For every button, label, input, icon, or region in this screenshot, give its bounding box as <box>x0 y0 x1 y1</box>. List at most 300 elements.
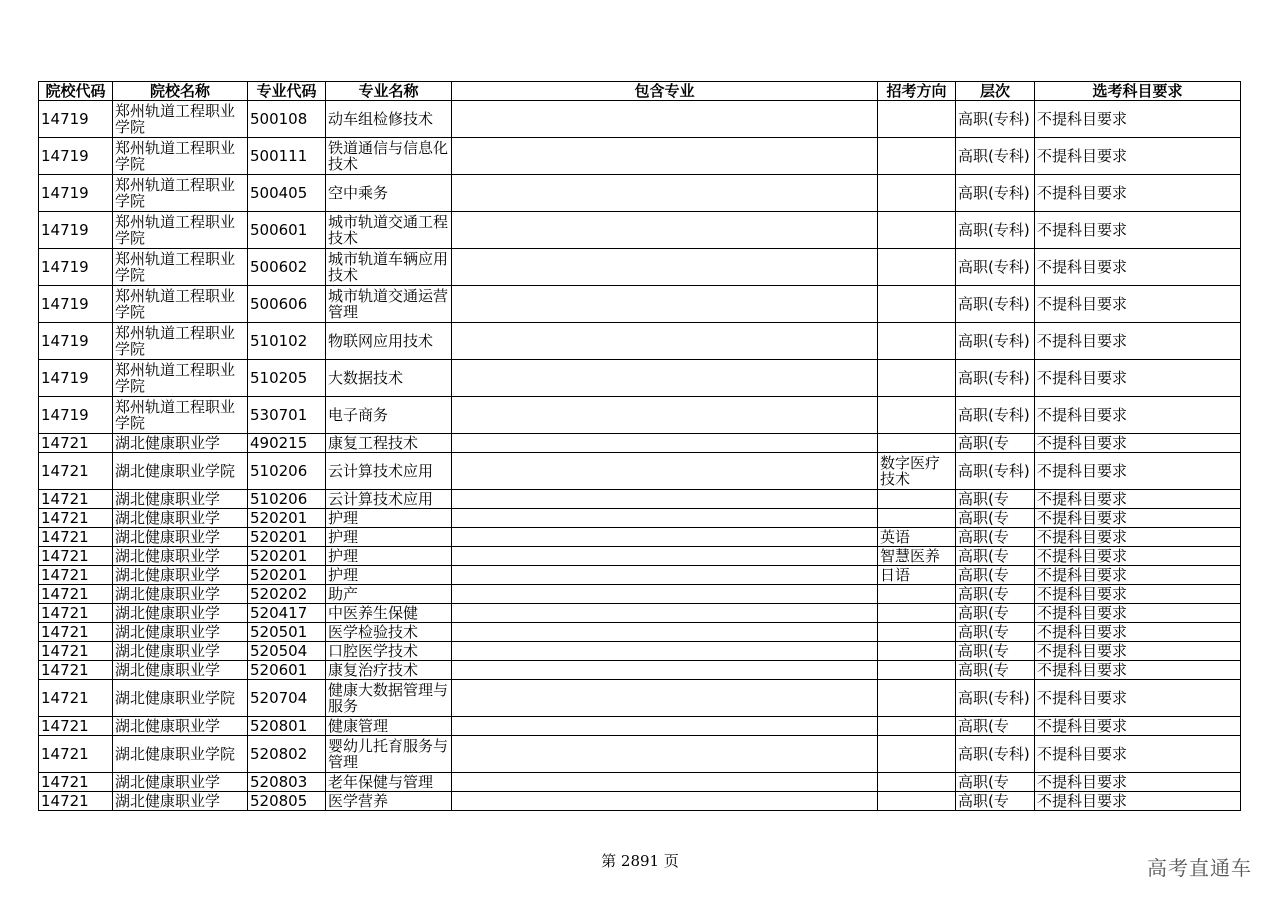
table-row <box>39 547 1241 566</box>
cell-direction-text <box>880 605 953 622</box>
cell-included-majors <box>452 661 878 680</box>
cell-major-code-text: 490215 <box>250 434 308 452</box>
cell-direction <box>878 509 956 528</box>
cell-school-name-text: 湖北健康职业学 <box>115 773 221 791</box>
cell-included-majors <box>452 249 878 286</box>
cell-level-text: 高职(专科) <box>958 463 1030 479</box>
cell-level <box>956 490 1035 509</box>
cell-subject-requirement-text: 不提科目要求 <box>1037 746 1128 762</box>
cell-major-code <box>248 736 326 773</box>
cell-major-code-text: 520504 <box>250 642 308 660</box>
cell-major-code <box>248 680 326 717</box>
cell-major-name-text: 护理 <box>328 509 359 527</box>
table-row <box>39 138 1241 175</box>
cell-major-code-text: 500405 <box>250 185 308 201</box>
cell-level <box>956 434 1035 453</box>
cell-subject-requirement <box>1035 680 1241 717</box>
cell-subject-requirement-text: 不提科目要求 <box>1037 528 1128 546</box>
cell-major-code-text: 520601 <box>250 661 308 679</box>
table-row <box>39 490 1241 509</box>
cell-level <box>956 397 1035 434</box>
cell-major-name-text: 健康管理 <box>328 717 389 735</box>
cell-included-majors-text <box>454 774 875 791</box>
cell-major-name <box>326 736 452 773</box>
cell-level <box>956 360 1035 397</box>
cell-included-majors <box>452 717 878 736</box>
header-included-majors: 包含专业 <box>452 82 878 101</box>
table-row <box>39 434 1241 453</box>
header-level: 层次 <box>956 82 1035 101</box>
cell-included-majors <box>452 773 878 792</box>
cell-level <box>956 175 1035 212</box>
cell-direction-text <box>880 662 953 679</box>
cell-included-majors-text <box>454 548 875 565</box>
cell-school-code <box>39 736 113 773</box>
cell-included-majors <box>452 585 878 604</box>
cell-major-name-text: 城市轨道车辆应用技术 <box>328 251 449 283</box>
cell-school-code-text: 14721 <box>41 623 89 641</box>
table-row <box>39 286 1241 323</box>
cell-subject-requirement-text: 不提科目要求 <box>1037 585 1128 603</box>
cell-direction <box>878 397 956 434</box>
cell-level-text: 高职(专科) <box>958 222 1030 238</box>
cell-direction <box>878 623 956 642</box>
cell-included-majors <box>452 286 878 323</box>
cell-major-code <box>248 490 326 509</box>
cell-level <box>956 323 1035 360</box>
cell-subject-requirement <box>1035 661 1241 680</box>
cell-major-code-text: 520501 <box>250 623 308 641</box>
cell-school-code <box>39 397 113 434</box>
cell-direction <box>878 792 956 811</box>
cell-included-majors <box>452 566 878 585</box>
cell-school-code-text: 14721 <box>41 792 89 810</box>
cell-school-name <box>113 360 248 397</box>
cell-school-code-text: 14721 <box>41 717 89 735</box>
cell-level <box>956 453 1035 490</box>
cell-major-code <box>248 138 326 175</box>
cell-school-code <box>39 566 113 585</box>
cell-direction <box>878 175 956 212</box>
table-row <box>39 680 1241 717</box>
cell-included-majors <box>452 434 878 453</box>
cell-subject-requirement-text: 不提科目要求 <box>1037 773 1128 791</box>
cell-school-name <box>113 736 248 773</box>
table-row <box>39 212 1241 249</box>
cell-included-majors-text <box>454 586 875 603</box>
cell-direction-text <box>880 491 953 508</box>
cell-school-name-text: 湖北健康职业学 <box>115 547 221 565</box>
cell-school-code-text: 14719 <box>41 259 89 275</box>
header-school-code: 院校代码 <box>39 82 113 101</box>
cell-major-name <box>326 680 452 717</box>
cell-subject-requirement <box>1035 323 1241 360</box>
cell-direction-text: 数字医疗技术 <box>880 455 941 487</box>
cell-included-majors-text <box>454 491 875 508</box>
cell-included-majors-text <box>454 529 875 546</box>
cell-level <box>956 585 1035 604</box>
cell-major-name-text: 电子商务 <box>328 407 389 423</box>
header-school-name: 院校名称 <box>113 82 248 101</box>
cell-major-name-text: 康复工程技术 <box>328 434 419 452</box>
cell-direction <box>878 490 956 509</box>
cell-level <box>956 249 1035 286</box>
cell-school-code-text: 14721 <box>41 690 89 706</box>
cell-direction-text <box>880 624 953 641</box>
cell-school-code-text: 14721 <box>41 463 89 479</box>
cell-school-code <box>39 138 113 175</box>
cell-major-name-text: 护理 <box>328 547 359 565</box>
cell-level-text: 高职(专 <box>958 490 1009 508</box>
cell-school-code <box>39 661 113 680</box>
cell-school-name <box>113 509 248 528</box>
cell-subject-requirement-text: 不提科目要求 <box>1037 185 1128 201</box>
cell-included-majors <box>452 680 878 717</box>
cell-school-name-text: 郑州轨道工程职业学院 <box>115 288 236 320</box>
cell-subject-requirement <box>1035 175 1241 212</box>
cell-major-code-text: 500108 <box>250 111 308 127</box>
cell-level <box>956 547 1035 566</box>
cell-school-name <box>113 249 248 286</box>
cell-school-code <box>39 453 113 490</box>
table-row <box>39 397 1241 434</box>
cell-school-name <box>113 680 248 717</box>
cell-subject-requirement-text: 不提科目要求 <box>1037 370 1128 386</box>
cell-major-code <box>248 547 326 566</box>
cell-school-code <box>39 175 113 212</box>
cell-major-name-text: 老年保健与管理 <box>328 773 434 791</box>
table-row <box>39 604 1241 623</box>
cell-subject-requirement <box>1035 249 1241 286</box>
cell-subject-requirement <box>1035 286 1241 323</box>
cell-major-code-text: 510205 <box>250 370 308 386</box>
cell-subject-requirement-text: 不提科目要求 <box>1037 717 1128 735</box>
cell-major-name <box>326 397 452 434</box>
cell-level-text: 高职(专科) <box>958 690 1030 706</box>
cell-direction-text: 智慧医养 <box>880 547 941 565</box>
cell-school-name <box>113 585 248 604</box>
cell-level <box>956 566 1035 585</box>
cell-school-code <box>39 773 113 792</box>
cell-subject-requirement <box>1035 566 1241 585</box>
cell-subject-requirement <box>1035 792 1241 811</box>
cell-school-name <box>113 566 248 585</box>
cell-major-name-text: 大数据技术 <box>328 370 404 386</box>
cell-school-name <box>113 490 248 509</box>
header-subject-requirement: 选考科目要求 <box>1035 82 1241 101</box>
cell-school-name <box>113 528 248 547</box>
cell-major-code-text: 520201 <box>250 509 308 527</box>
cell-major-code <box>248 528 326 547</box>
cell-major-name-text: 城市轨道交通工程技术 <box>328 214 449 246</box>
cell-included-majors <box>452 453 878 490</box>
cell-school-name-text: 郑州轨道工程职业学院 <box>115 251 236 283</box>
cell-direction <box>878 528 956 547</box>
cell-direction-text <box>880 774 953 791</box>
cell-school-name-text: 郑州轨道工程职业学院 <box>115 103 236 135</box>
cell-school-code <box>39 360 113 397</box>
header-major-name: 专业名称 <box>326 82 452 101</box>
cell-major-code-text: 510206 <box>250 463 308 479</box>
cell-major-code <box>248 286 326 323</box>
table-row <box>39 717 1241 736</box>
cell-included-majors <box>452 528 878 547</box>
table-row <box>39 453 1241 490</box>
cell-major-name-text: 口腔医学技术 <box>328 642 419 660</box>
cell-subject-requirement-text: 不提科目要求 <box>1037 792 1128 810</box>
cell-major-code-text: 500601 <box>250 222 308 238</box>
table-body <box>39 101 1241 811</box>
cell-subject-requirement <box>1035 585 1241 604</box>
cell-major-code-text: 510206 <box>250 490 308 508</box>
cell-major-name <box>326 547 452 566</box>
table-row <box>39 249 1241 286</box>
cell-level-text: 高职(专科) <box>958 296 1030 312</box>
cell-subject-requirement <box>1035 509 1241 528</box>
cell-major-name-text: 康复治疗技术 <box>328 661 419 679</box>
cell-direction <box>878 773 956 792</box>
cell-school-name-text: 郑州轨道工程职业学院 <box>115 399 236 431</box>
cell-school-name-text: 湖北健康职业学 <box>115 509 221 527</box>
cell-school-code <box>39 528 113 547</box>
cell-direction <box>878 453 956 490</box>
cell-major-code-text: 520805 <box>250 792 308 810</box>
cell-subject-requirement-text: 不提科目要求 <box>1037 463 1128 479</box>
cell-school-code <box>39 249 113 286</box>
cell-major-name-text: 空中乘务 <box>328 185 389 201</box>
cell-included-majors <box>452 212 878 249</box>
cell-direction <box>878 286 956 323</box>
cell-major-name <box>326 212 452 249</box>
cell-direction <box>878 360 956 397</box>
cell-level <box>956 680 1035 717</box>
table-row <box>39 175 1241 212</box>
cell-school-code-text: 14721 <box>41 566 89 584</box>
cell-level-text: 高职(专 <box>958 547 1009 565</box>
cell-major-code <box>248 585 326 604</box>
cell-school-code-text: 14721 <box>41 434 89 452</box>
cell-school-code <box>39 792 113 811</box>
cell-level-text: 高职(专 <box>958 604 1009 622</box>
cell-school-name <box>113 717 248 736</box>
cell-level-text: 高职(专科) <box>958 333 1030 349</box>
cell-level-text: 高职(专科) <box>958 259 1030 275</box>
cell-direction <box>878 661 956 680</box>
cell-school-name <box>113 212 248 249</box>
cell-subject-requirement-text: 不提科目要求 <box>1037 509 1128 527</box>
cell-school-name <box>113 773 248 792</box>
cell-major-code-text: 520201 <box>250 547 308 565</box>
cell-direction <box>878 680 956 717</box>
cell-major-name-text: 云计算技术应用 <box>328 490 434 508</box>
cell-major-name <box>326 585 452 604</box>
cell-major-name <box>326 286 452 323</box>
cell-school-name-text: 湖北健康职业学 <box>115 642 221 660</box>
cell-school-name-text: 郑州轨道工程职业学院 <box>115 177 236 209</box>
cell-subject-requirement <box>1035 528 1241 547</box>
cell-major-code-text: 530701 <box>250 407 308 423</box>
cell-level <box>956 642 1035 661</box>
cell-major-name <box>326 509 452 528</box>
cell-major-name <box>326 717 452 736</box>
cell-included-majors <box>452 642 878 661</box>
cell-major-name <box>326 249 452 286</box>
cell-major-code-text: 520802 <box>250 746 308 762</box>
cell-level-text: 高职(专 <box>958 623 1009 641</box>
cell-subject-requirement <box>1035 360 1241 397</box>
cell-major-code <box>248 360 326 397</box>
cell-major-code-text: 520202 <box>250 585 308 603</box>
cell-major-name <box>326 661 452 680</box>
cell-school-name <box>113 397 248 434</box>
table-row <box>39 661 1241 680</box>
cell-major-code <box>248 792 326 811</box>
cell-direction-text <box>880 643 953 660</box>
cell-major-code <box>248 773 326 792</box>
cell-major-name-text: 城市轨道交通运营管理 <box>328 288 449 320</box>
cell-school-code <box>39 101 113 138</box>
cell-subject-requirement-text: 不提科目要求 <box>1037 434 1128 452</box>
cell-level <box>956 792 1035 811</box>
cell-subject-requirement-text: 不提科目要求 <box>1037 642 1128 660</box>
cell-level-text: 高职(专科) <box>958 185 1030 201</box>
cell-school-name-text: 湖北健康职业学 <box>115 717 221 735</box>
cell-school-name-text: 湖北健康职业学 <box>115 792 221 810</box>
cell-subject-requirement-text: 不提科目要求 <box>1037 547 1128 565</box>
cell-school-name <box>113 453 248 490</box>
cell-direction-text <box>880 793 953 810</box>
cell-school-name <box>113 623 248 642</box>
cell-major-name-text: 护理 <box>328 528 359 546</box>
cell-level-text: 高职(专 <box>958 661 1009 679</box>
cell-direction <box>878 101 956 138</box>
cell-school-code <box>39 434 113 453</box>
cell-level <box>956 528 1035 547</box>
cell-school-code <box>39 642 113 661</box>
cell-school-name <box>113 547 248 566</box>
cell-level <box>956 286 1035 323</box>
cell-subject-requirement <box>1035 138 1241 175</box>
table-row <box>39 528 1241 547</box>
cell-school-code-text: 14719 <box>41 333 89 349</box>
cell-school-name <box>113 101 248 138</box>
cell-major-name-text: 动车组检修技术 <box>328 111 434 127</box>
cell-school-code <box>39 717 113 736</box>
cell-school-name-text: 湖北健康职业学 <box>115 528 221 546</box>
table-row <box>39 566 1241 585</box>
cell-school-code-text: 14719 <box>41 148 89 164</box>
cell-subject-requirement <box>1035 490 1241 509</box>
cell-major-name-text: 护理 <box>328 566 359 584</box>
table-row <box>39 792 1241 811</box>
cell-direction <box>878 642 956 661</box>
cell-included-majors <box>452 175 878 212</box>
cell-major-name <box>326 101 452 138</box>
cell-school-code <box>39 623 113 642</box>
cell-school-code-text: 14721 <box>41 604 89 622</box>
cell-subject-requirement-text: 不提科目要求 <box>1037 623 1128 641</box>
table-row <box>39 773 1241 792</box>
cell-subject-requirement <box>1035 212 1241 249</box>
table-row <box>39 642 1241 661</box>
cell-direction <box>878 566 956 585</box>
cell-subject-requirement-text: 不提科目要求 <box>1037 604 1128 622</box>
cell-direction-text <box>880 718 953 735</box>
cell-subject-requirement <box>1035 623 1241 642</box>
cell-major-code <box>248 604 326 623</box>
cell-included-majors-text <box>454 643 875 660</box>
cell-school-name-text: 湖北健康职业学 <box>115 434 221 452</box>
cell-school-name-text: 湖北健康职业学 <box>115 661 221 679</box>
cell-major-code <box>248 397 326 434</box>
cell-school-name-text: 湖北健康职业学 <box>115 490 221 508</box>
cell-school-name-text: 湖北健康职业学 <box>115 585 221 603</box>
header-direction: 招考方向 <box>878 82 956 101</box>
cell-major-code-text: 500606 <box>250 296 308 312</box>
cell-subject-requirement <box>1035 397 1241 434</box>
cell-major-code-text: 510102 <box>250 333 308 349</box>
cell-included-majors <box>452 604 878 623</box>
cell-major-name <box>326 490 452 509</box>
cell-level <box>956 101 1035 138</box>
cell-level <box>956 773 1035 792</box>
cell-direction <box>878 138 956 175</box>
cell-included-majors-text <box>454 435 875 452</box>
cell-subject-requirement-text: 不提科目要求 <box>1037 148 1128 164</box>
cell-included-majors-text <box>454 662 875 679</box>
cell-major-name-text: 铁道通信与信息化技术 <box>328 140 449 172</box>
cell-school-code-text: 14719 <box>41 222 89 238</box>
cell-included-majors <box>452 101 878 138</box>
cell-direction-text <box>880 586 953 603</box>
table-row <box>39 101 1241 138</box>
cell-school-code-text: 14721 <box>41 585 89 603</box>
cell-subject-requirement <box>1035 717 1241 736</box>
cell-major-name-text: 健康大数据管理与服务 <box>328 682 449 714</box>
cell-major-code-text: 520201 <box>250 528 308 546</box>
cell-included-majors <box>452 547 878 566</box>
cell-direction <box>878 585 956 604</box>
cell-major-name-text: 物联网应用技术 <box>328 333 434 349</box>
cell-school-name-text: 郑州轨道工程职业学院 <box>115 362 236 394</box>
cell-school-name <box>113 661 248 680</box>
cell-level <box>956 604 1035 623</box>
cell-major-code <box>248 434 326 453</box>
cell-subject-requirement-text: 不提科目要求 <box>1037 407 1128 423</box>
cell-included-majors <box>452 623 878 642</box>
cell-subject-requirement-text: 不提科目要求 <box>1037 690 1128 706</box>
cell-level <box>956 138 1035 175</box>
cell-major-code <box>248 623 326 642</box>
cell-major-code <box>248 323 326 360</box>
cell-direction <box>878 434 956 453</box>
cell-major-code <box>248 212 326 249</box>
cell-major-code-text: 520201 <box>250 566 308 584</box>
cell-major-name-text: 医学检验技术 <box>328 623 419 641</box>
cell-school-code <box>39 585 113 604</box>
cell-included-majors <box>452 792 878 811</box>
cell-level-text: 高职(专科) <box>958 746 1030 762</box>
cell-school-code <box>39 547 113 566</box>
cell-major-code <box>248 101 326 138</box>
cell-major-name-text: 婴幼儿托育服务与管理 <box>328 738 449 770</box>
cell-school-code-text: 14719 <box>41 370 89 386</box>
cell-major-name <box>326 623 452 642</box>
cell-level-text: 高职(专科) <box>958 407 1030 423</box>
cell-school-code-text: 14721 <box>41 746 89 762</box>
table-row <box>39 323 1241 360</box>
cell-major-code <box>248 249 326 286</box>
